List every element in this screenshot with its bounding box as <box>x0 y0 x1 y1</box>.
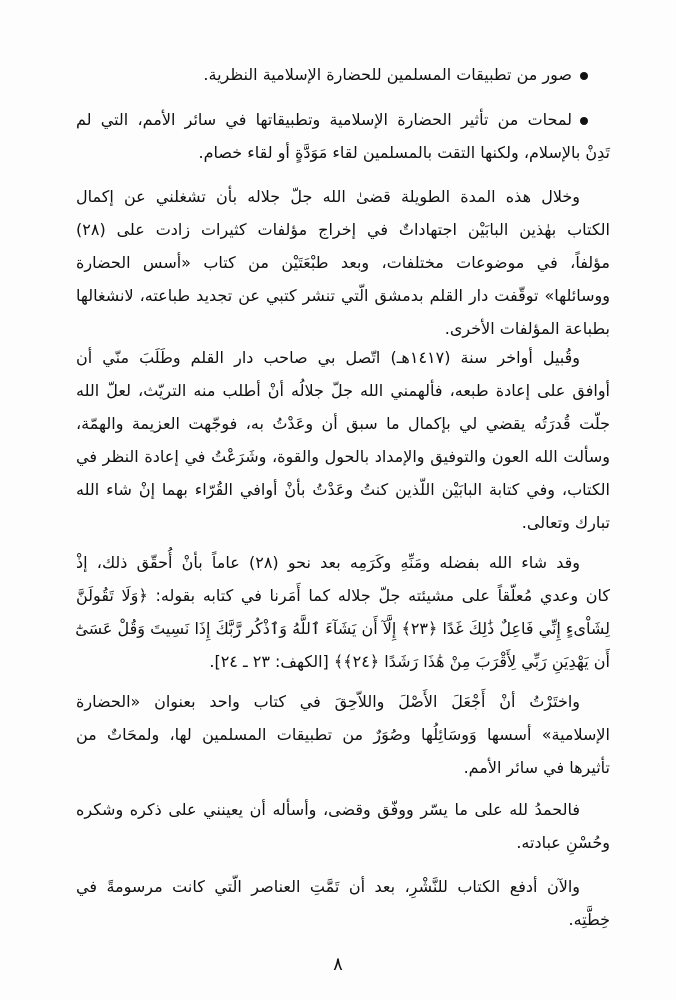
paragraph-line: والآن أدفع الكتاب للنَّشْرِ، بعد أن تَمَّتِ العناصر الّتي كانت مرسومةً في <box>76 877 580 896</box>
page-number: ٨ <box>333 954 343 975</box>
paragraph-line: تبارك وتعالى. <box>521 513 610 532</box>
paragraph-line: ووسائلها» توقّفت دار القلم بدمشق الّتي تنشر كتبي عن تجديد طباعته، لانشغالها <box>76 286 610 305</box>
quran-verse-line: أَن يَهْدِيَنِ رَبِّي لِأَقْرَبَ مِنْ هَٰذَا رَشَدًا ﴿٢٤﴾﴾ [الكهف: ٢٣ ـ ٢٤]. <box>209 652 610 671</box>
paragraph-line: الكتاب، وفي كتابة البابَيْن اللّذين كنتُ وعَدْتُ بأنْ أوافي القُرّاء بهما إنْ شاء الله <box>76 480 610 499</box>
bullet-text: تَدِنْ بالإسلام، ولكنها التقت بالمسلمين لقاء مَوَدَّةٍ أو لقاء خصام. <box>198 143 610 162</box>
paragraph-line: جلّت قُدرَتُه يقضي لي بإكمال ما سبق أن وعَدْتُ به، فوجّهت العزيمة والهمّة، <box>76 414 610 433</box>
bullet-text: لمحات من تأثير الحضارة الإسلامية وتطبيقاتها في سائر الأمم، التي لم <box>76 110 572 129</box>
paragraph-line: كان وعدي مُعلّقاً على مشيئته جلّ جلاله كما أَمَرنا في كتابه بقوله: ﴿وَلَا تَقُولَنَّ <box>76 586 610 605</box>
bullet-icon <box>580 72 588 80</box>
paragraph <box>76 180 610 345</box>
paragraph-line: وسألت الله العون والتوفيق والإمداد بالحول والقوة، وشَرَعْتُ في إعادة النظر في <box>76 447 610 466</box>
paragraph <box>76 685 610 784</box>
bullet-text: صور من تطبيقات المسلمين للحضارة الإسلامية النظرية. <box>203 65 572 84</box>
paragraph-line: خِطَّتِه. <box>568 910 610 929</box>
paragraph <box>76 793 610 859</box>
paragraph <box>76 870 610 936</box>
paragraph-line: وحُسْنِ عبادته. <box>516 833 610 852</box>
quran-verse-line: لِشَاْىءٍ إِنِّي فَاعِلٌ ذَٰلِكَ غَدًا ﴿٢٣﴾ إِلَّآ أَن يَشَآءَ ٱللَّهُ وَٱذْكُر رَّبَّكَ إِذَا نَسِيتَ وَقُلْ عَسَىٰٓ <box>75 619 610 638</box>
paragraph <box>76 546 610 678</box>
paragraph-line: الكتاب بهٰذين البابَيْن اجتهاداتٌ في إخراج مؤلفات كثيرات زادت على (٢٨) <box>76 220 610 239</box>
bullet-item <box>76 58 610 91</box>
bullet-icon <box>580 117 588 125</box>
paragraph-line: وقُبيل أواخر سنة (١٤١٧هـ) اتّصل بي صاحب دار القلم وطَلَبَ منّي أن <box>76 348 581 367</box>
bullet-item <box>76 103 610 169</box>
paragraph-line: أوافق على إعادة طبعه، فألهمني الله جلّ جلالُه أنْ أطلب منه التريّث، لعلّ الله <box>76 381 610 400</box>
paragraph-line: بطباعة المؤلفات الأخرى. <box>444 319 610 338</box>
paragraph <box>76 341 610 539</box>
paragraph-line: تأثيرها في سائر الأمم. <box>463 758 610 777</box>
paragraph-line: وقد شاء الله بفضله ومَنِّهِ وكَرَمِه بعد نحو (٢٨) عاماً بأنْ أُحقّق ذلك، إذْ <box>76 553 581 572</box>
paragraph-line: فالحمدُ لله على ما يسّر ووفّق وقضى، وأسأله أن يعينني على ذكره وشكره <box>76 800 580 819</box>
paragraph-line: الإسلامية» أسسها وَوسَائِلُها وصُوَرٌ من تطبيقات المسلمين لها، ولمحَاتٌ من <box>76 725 610 744</box>
paragraph-line: مؤلفاً، في موضوعات مختلفات، وبعد طبْعَتَيْن من كتاب «أسس الحضارة <box>76 253 610 272</box>
paragraph-line: واختَرْتُ أنْ أَجْعَلَ الأَصْلَ واللاّحِقَ في كتاب واحد بعنوان «الحضارة <box>76 692 580 711</box>
paragraph-line: وخلال هذه المدة الطويلة قضىٰ الله جلّ جلاله بأن تشغلني عن إكمال <box>76 187 580 206</box>
